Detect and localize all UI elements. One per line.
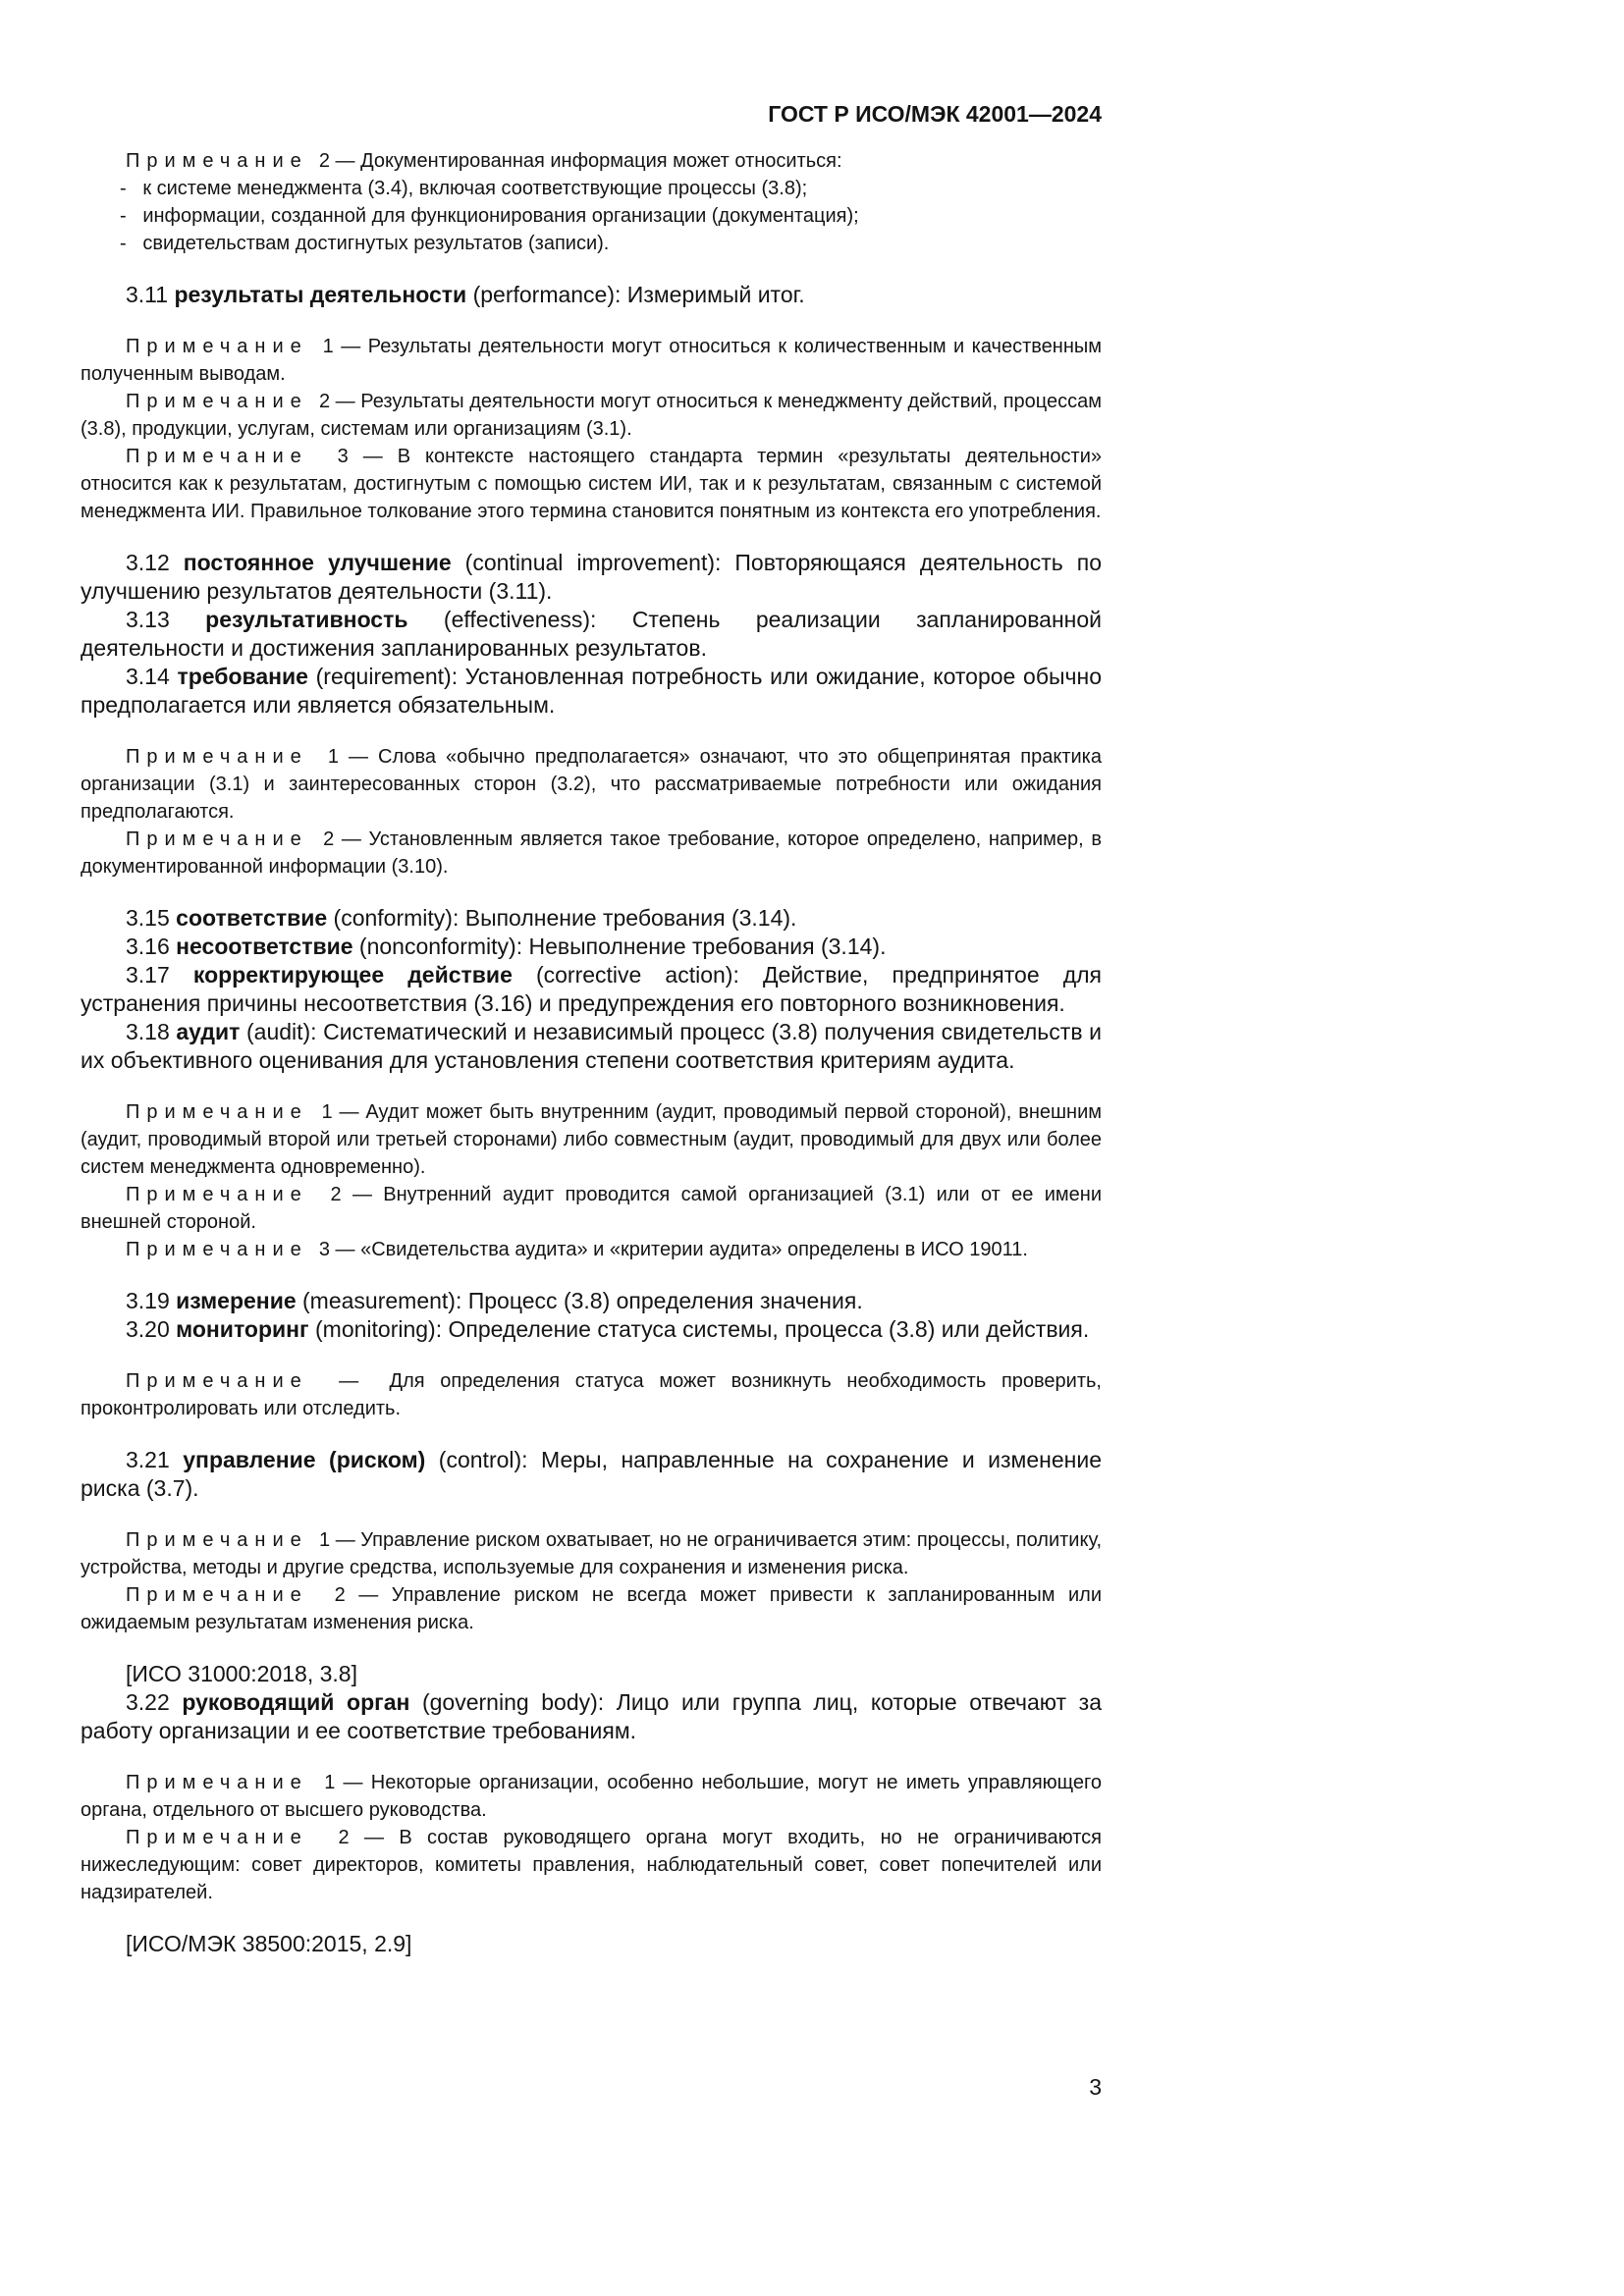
note-paragraph: Примечание 2 — Установленным является такое требование, которое определено, например, в документированной информации (3.10). xyxy=(81,828,1102,878)
standard-reference: [ИСО/МЭК 38500:2015, 2.9] xyxy=(126,1931,412,1956)
term-definition: 3.12 постоянное улучшение (continual improvement): Повторяющаяся деятельность по улучшению результатов деятельности (3.11). xyxy=(81,550,1102,604)
note-label: Примечание xyxy=(126,1184,308,1205)
note-label: Примечание xyxy=(126,336,308,357)
note-label: Примечание xyxy=(126,1772,308,1793)
term-definition: 3.22 руководящий орган (governing body): Лицо или группа лиц, которые отвечают за работу организации и ее соответствие требованиям. xyxy=(81,1689,1102,1743)
content-blocks xyxy=(81,147,1102,1958)
term-definition: 3.18 аудит (audit): Систематический и независимый процесс (3.8) получения свидетельств и их объективного оценивания для установления степени соответствия критериям аудита. xyxy=(81,1019,1102,1073)
page-number: 3 xyxy=(1089,2074,1102,2100)
note-paragraph: Примечание 3 — В контексте настоящего стандарта термин «результаты деятельности» относится как к результатам, достигнутым с помощью систем ИИ, так и к результатам, связанным с системой менеджмента ИИ. Правильное толкование этого термина становится понятным из контекста его употребления. xyxy=(81,446,1102,522)
term-definition: 3.15 соответствие (conformity): Выполнение требования (3.14). xyxy=(126,905,797,931)
term-definition: 3.19 измерение (measurement): Процесс (3.8) определения значения. xyxy=(126,1288,863,1313)
term-definition: 3.11 результаты деятельности (performance): Измеримый итог. xyxy=(126,282,805,307)
note-paragraph: Примечание 2 — Документированная информация может относиться: xyxy=(126,150,842,172)
term-definition: 3.20 мониторинг (monitoring): Определение статуса системы, процесса (3.8) или действия. xyxy=(126,1316,1090,1342)
term-name: результаты деятельности xyxy=(174,282,467,307)
note-paragraph: Примечание 1 — Результаты деятельности могут относиться к количественным и качественным полученным выводам. xyxy=(81,336,1102,385)
term-definition: 3.21 управление (риском) (control): Меры, направленные на сохранение и изменение риска (3.7). xyxy=(81,1447,1102,1501)
note-paragraph: Примечание 2 — Результаты деятельности могут относиться к менеджменту действий, процессам (3.8), продукции, услугам, системам или организациям (3.1). xyxy=(81,391,1102,440)
term-name: корректирующее действие xyxy=(192,962,513,988)
document-code: ГОСТ Р ИСО/МЭК 42001—2024 xyxy=(768,101,1102,127)
term-name: несоответствие xyxy=(176,934,353,959)
note-label: Примечание xyxy=(126,1370,308,1392)
term-definition: 3.16 несоответствие (nonconformity): Невыполнение требования (3.14). xyxy=(126,934,887,959)
note-paragraph: Примечание 1 — Слова «обычно предполагается» означают, что это общепринятая практика организации (3.1) и заинтересованных сторон (3.2), что рассматриваемые потребности или ожидания предполагаются. xyxy=(81,746,1102,823)
term-name: руководящий орган xyxy=(182,1689,410,1715)
standard-reference: [ИСО 31000:2018, 3.8] xyxy=(126,1661,357,1686)
term-definition: 3.17 корректирующее действие (corrective action): Действие, предпринятое для устранения причины несоответствия (3.16) и предупреждения его повторного возникновения. xyxy=(81,962,1103,1016)
note-paragraph: Примечание 1 — Управление риском охватывает, но не ограничивается этим: процессы, политику, устройства, методы и другие средства, используемые для сохранения и изменения риска. xyxy=(81,1529,1102,1578)
note-list-item: - к системе менеджмента (3.4), включая соответствующие процессы (3.8); xyxy=(120,178,808,199)
note-label: Примечание xyxy=(126,1827,308,1848)
term-definition: 3.13 результативность (effectiveness): Степень реализации запланированной деятельности и достижения запланированных результатов. xyxy=(81,607,1102,661)
term-name: соответствие xyxy=(176,905,328,931)
term-definition: 3.14 требование (requirement): Установленная потребность или ожидание, которое обычно предполагается или является обязательным. xyxy=(81,664,1102,718)
note-label: Примечание xyxy=(126,391,308,412)
note-label: Примечание xyxy=(126,446,308,467)
note-paragraph: Примечание 1 — Аудит может быть внутренним (аудит, проводимый первой стороной), внешним (аудит, проводимый второй или третьей сторонами) либо совместным (аудит, проводимый для двух или более систем менеджмента одновременно). xyxy=(81,1101,1102,1178)
term-name: результативность xyxy=(205,607,408,632)
note-label: Примечание xyxy=(126,828,308,850)
note-label: Примечание xyxy=(126,746,308,768)
note-list-item: - информации, созданной для функционирования организации (документация); xyxy=(120,205,859,227)
term-name: измерение xyxy=(176,1288,297,1313)
note-paragraph: Примечание — Для определения статуса может возникнуть необходимость проверить, проконтролировать или отследить. xyxy=(81,1370,1102,1419)
note-label: Примечание xyxy=(126,1584,308,1606)
term-name: управление (риском) xyxy=(183,1447,426,1472)
term-name: аудит xyxy=(176,1019,241,1044)
note-label: Примечание xyxy=(126,1239,308,1260)
page-header xyxy=(81,100,1102,128)
term-name: мониторинг xyxy=(176,1316,309,1342)
note-paragraph: Примечание 3 — «Свидетельства аудита» и «критерии аудита» определены в ИСО 19011. xyxy=(126,1239,1028,1260)
note-label: Примечание xyxy=(126,1101,308,1123)
note-paragraph: Примечание 2 — Внутренний аудит проводится самой организацией (3.1) или от ее имени внешней стороной. xyxy=(81,1184,1102,1233)
note-label: Примечание xyxy=(126,150,308,172)
term-name: постоянное улучшение xyxy=(183,550,452,575)
note-paragraph: Примечание 1 — Некоторые организации, особенно небольшие, могут не иметь управляющего органа, отдельного от высшего руководства. xyxy=(81,1772,1102,1821)
note-paragraph: Примечание 2 — Управление риском не всегда может привести к запланированным или ожидаемым результатам изменения риска. xyxy=(81,1584,1102,1633)
note-paragraph: Примечание 2 — В состав руководящего органа могут входить, но не ограничиваются нижеследующим: совет директоров, комитеты правления, наблюдательный совет, совет попечителей или надзирателей. xyxy=(81,1827,1102,1903)
note-list-item: - свидетельствам достигнутых результатов (записи). xyxy=(120,233,610,254)
term-name: требование xyxy=(177,664,308,689)
note-label: Примечание xyxy=(126,1529,308,1551)
